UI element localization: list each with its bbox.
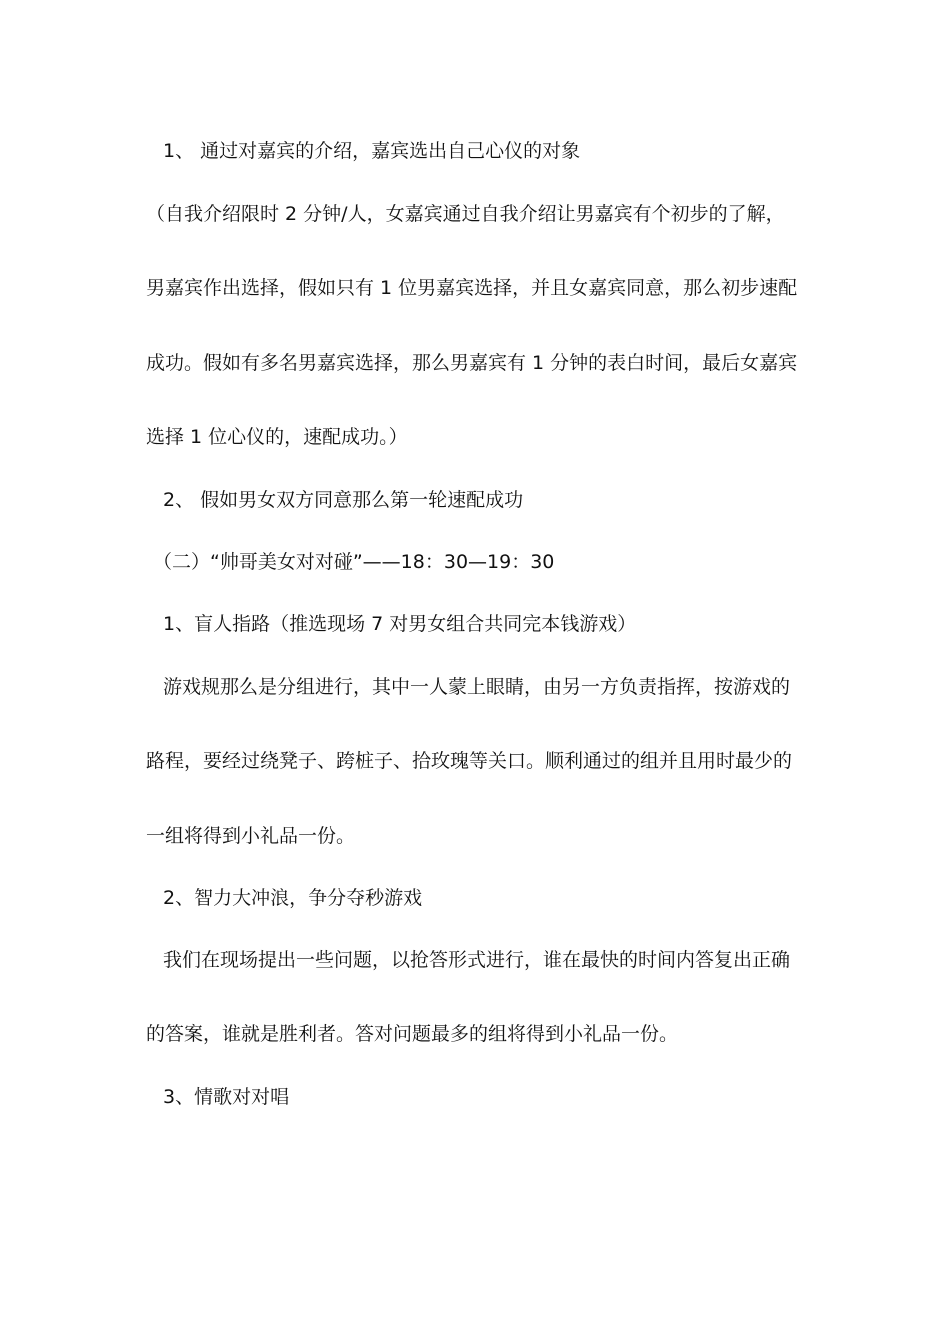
paragraph-line: 我们在现场提出一些问题，以抢答形式进行，谁在最快的时间内答复出正确	[163, 949, 791, 971]
subsection-heading: 3、情歌对对唱	[163, 1086, 290, 1108]
subsection-heading: 1、盲人指路（推选现场 7 对男女组合共同完本钱游戏）	[163, 613, 637, 635]
paragraph-line: 男嘉宾作出选择，假如只有 1 位男嘉宾选择，并且女嘉宾同意，那么初步速配	[146, 277, 798, 299]
paragraph-line: 路程，要经过绕凳子、跨桩子、拾玫瑰等关口。顺利通过的组并且用时最少的	[146, 750, 793, 772]
list-item-2-heading: 2、 假如男女双方同意那么第一轮速配成功	[163, 489, 524, 511]
paragraph-line: 游戏规那么是分组进行，其中一人蒙上眼睛，由另一方负责指挥，按游戏的	[163, 676, 791, 698]
section-heading: （二）“帅哥美女对对碰”——18：30—19：30	[153, 551, 555, 573]
paragraph-line: 成功。假如有多名男嘉宾选择，那么男嘉宾有 1 分钟的表白时间，最后女嘉宾	[146, 352, 798, 374]
paragraph-line: （自我介绍限时 2 分钟/人，女嘉宾通过自我介绍让男嘉宾有个初步的了解，	[146, 203, 785, 225]
subsection-heading: 2、智力大冲浪，争分夺秒游戏	[163, 887, 423, 909]
paragraph-line: 选择 1 位心仪的，速配成功。）	[146, 426, 408, 448]
paragraph-line: 的答案，谁就是胜利者。答对问题最多的组将得到小礼品一份。	[146, 1023, 679, 1045]
paragraph-line: 一组将得到小礼品一份。	[146, 825, 356, 847]
list-item-1-heading: 1、 通过对嘉宾的介绍，嘉宾选出自己心仪的对象	[163, 140, 581, 162]
